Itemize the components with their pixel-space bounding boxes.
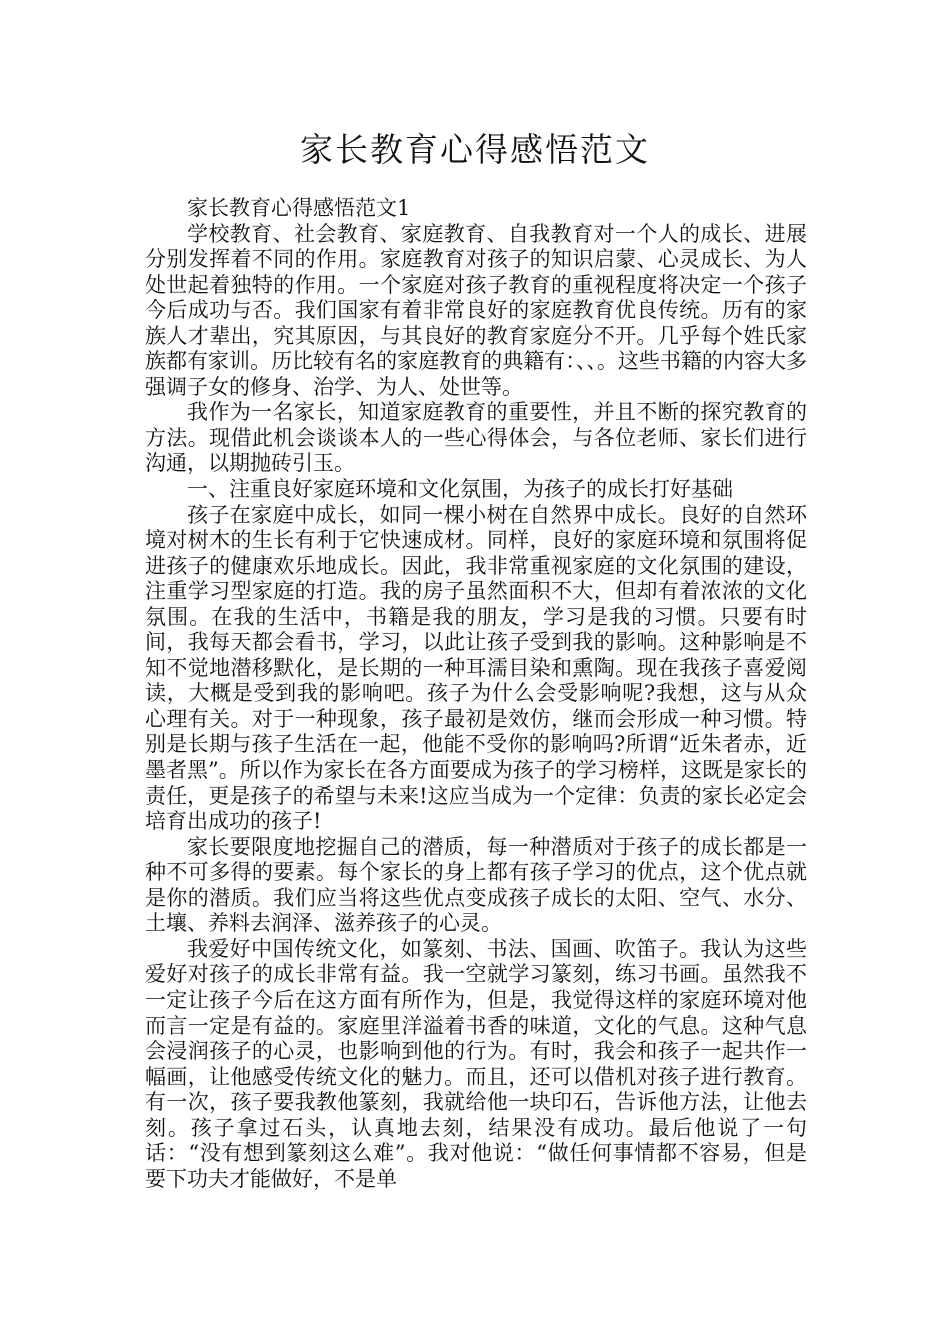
document-title: 家长教育心得感悟范文 <box>300 130 650 169</box>
paragraph-introduction: 学校教育、社会教育、家庭教育、自我教育对一个人的成长、进展分别发挥着不同的作用。家庭教育对孩子的知识启蒙、心灵成长、为人处世起着独特的作用。一个家庭对孩子教育的重视程度将决定一个孩子今后成功与否。我们国家有着非常良好的家庭教育优良传统。历有的家族人才辈出，究其原因，与其良好的教育家庭分不开。几乎每个姓氏家族都有家训。历比较有名的家庭教育的典籍有：、、。这些书籍的内容大多强调子女的修身、治学、为人、处世等。 <box>145 221 807 399</box>
section-heading-sample-1: 家长教育心得感悟范文1 <box>187 196 411 220</box>
paragraph-parent-potential: 家长要限度地挖掘自己的潜质，每一种潜质对于孩子的成长都是一种不可多得的要素。每个家长的身上都有孩子学习的优点，这个优点就是你的潜质。我们应当将这些优点变成孩子成长的太阳、空气、水分、土壤、养料去润泽、滋养孩子的心灵。 <box>145 834 807 936</box>
paragraph-purpose: 我作为一名家长，知道家庭教育的重要性，并且不断的探究教育的方法。现借此机会谈谈本人的一些心得体会，与各位老师、家长们进行沟通，以期抛砖引玉。 <box>145 400 807 476</box>
section-heading-point-one: 一、注重良好家庭环境和文化氛围，为孩子的成长打好基础 <box>187 477 733 502</box>
document-body <box>145 196 807 1192</box>
paragraph-family-environment: 孩子在家庭中成长，如同一棵小树在自然界中成长。良好的自然环境对树木的生长有利于它快速成材。同样，良好的家庭环境和氛围将促进孩子的健康欢乐地成长。因此，我非常重视家庭的文化氛围的建设，注重学习型家庭的打造。我的房子虽然面积不大，但却有着浓浓的文化氛围。在我的生活中，书籍是我的朋友，学习是我的习惯。只要有时间，我每天都会看书，学习，以此让孩子受到我的影响。这种影响是不知不觉地潜移默化，是长期的一种耳濡目染和熏陶。现在我孩子喜爱阅读，大概是受到我的影响吧。孩子为什么会受影响呢?我想，这与从众心理有关。对于一种现象，孩子最初是效仿，继而会形成一种习惯。特别是长期与孩子生活在一起，他能不受你的影响吗?所谓“近朱者赤，近墨者黑”。所以作为家长在各方面要成为孩子的学习榜样，这既是家长的责任，更是孩子的希望与未来!这应当成为一个定律：负责的家长必定会培育出成功的孩子! <box>145 502 807 834</box>
paragraph-traditional-culture: 我爱好中国传统文化，如篆刻、书法、国画、吹笛子。我认为这些爱好对孩子的成长非常有益。我一空就学习篆刻，练习书画。虽然我不一定让孩子今后在这方面有所作为，但是，我觉得这样的家庭环境对他而言一定是有益的。家庭里洋溢着书香的味道，文化的气息。这种气息会浸润孩子的心灵，也影响到他的行为。有时，我会和孩子一起共作一幅画，让他感受传统文化的魅力。而且，还可以借机对孩子进行教育。有一次，孩子要我教他篆刻，我就给他一块印石，告诉他方法，让他去刻。孩子拿过石头，认真地去刻，结果没有成功。最后他说了一句话：“没有想到篆刻这么难”。我对他说：“做任何事情都不容易，但是要下功夫才能做好，不是单 <box>145 936 807 1191</box>
